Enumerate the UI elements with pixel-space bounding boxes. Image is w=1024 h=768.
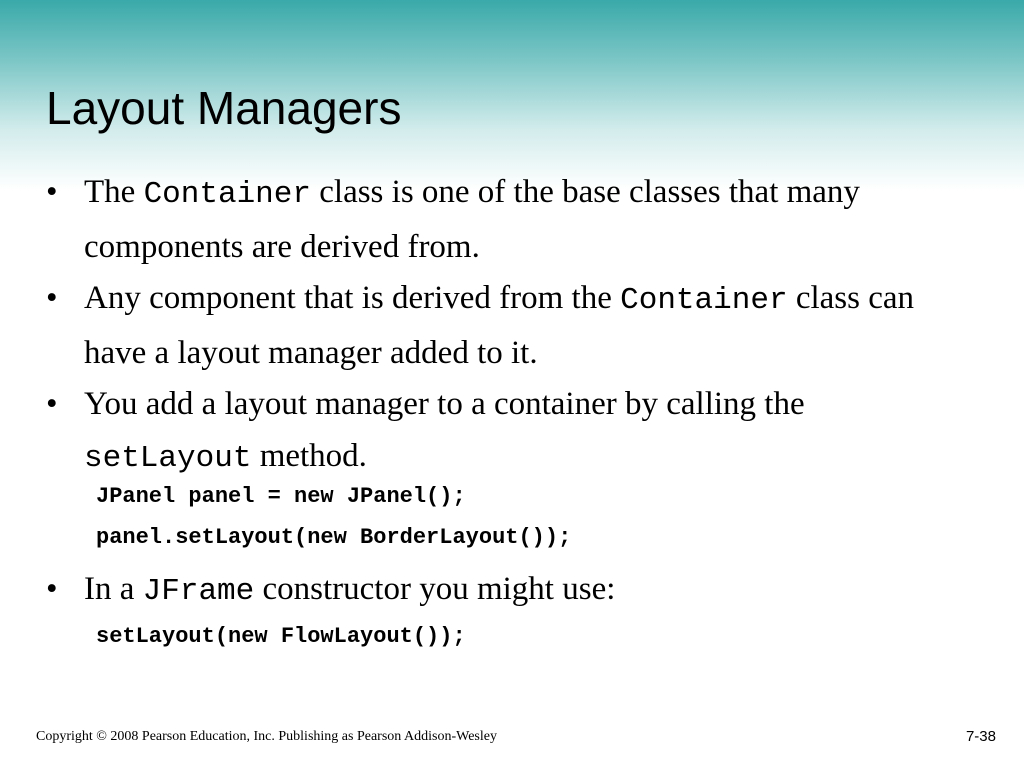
bullet-item-4 bbox=[46, 563, 976, 618]
bullet-item-2 bbox=[46, 272, 976, 379]
bullet-dot: • bbox=[46, 280, 58, 316]
bullet-text: The bbox=[84, 174, 144, 210]
code-term-container: Container bbox=[143, 177, 311, 212]
code-line-set-border-layout: panel.setLayout(new BorderLayout()); bbox=[96, 525, 572, 550]
bullet-dot: • bbox=[46, 174, 58, 210]
slide-title: Layout Managers bbox=[46, 82, 402, 134]
bullet-item-1 bbox=[46, 166, 976, 273]
bullet-item-3 bbox=[46, 378, 976, 485]
code-line-jpanel: JPanel panel = new JPanel(); bbox=[96, 484, 466, 509]
code-term-setlayout: setLayout bbox=[84, 441, 252, 476]
bullet-text: method. bbox=[251, 438, 367, 474]
code-term-jframe: JFrame bbox=[142, 574, 255, 609]
bullet-text: class can have a layout manager added to it. bbox=[84, 280, 915, 371]
bullet-text: constructor you might use: bbox=[254, 571, 616, 607]
bullet-dot: • bbox=[46, 386, 58, 422]
slide-number: 7-38 bbox=[965, 728, 996, 745]
bullet-text: class is one of the base classes that many components are derived from. bbox=[84, 174, 860, 265]
code-term-container: Container bbox=[620, 283, 788, 318]
footer-copyright: Copyright © 2008 Pearson Education, Inc. Publishing as Pearson Addison-Wesley bbox=[36, 729, 497, 744]
bullet-text: In a bbox=[84, 571, 143, 607]
bullet-dot: • bbox=[46, 571, 58, 607]
bullet-text: You add a layout manager to a container by calling the bbox=[84, 386, 805, 422]
code-line-set-flow-layout: setLayout(new FlowLayout()); bbox=[96, 624, 466, 649]
bullet-text: Any component that is derived from the bbox=[84, 280, 621, 316]
